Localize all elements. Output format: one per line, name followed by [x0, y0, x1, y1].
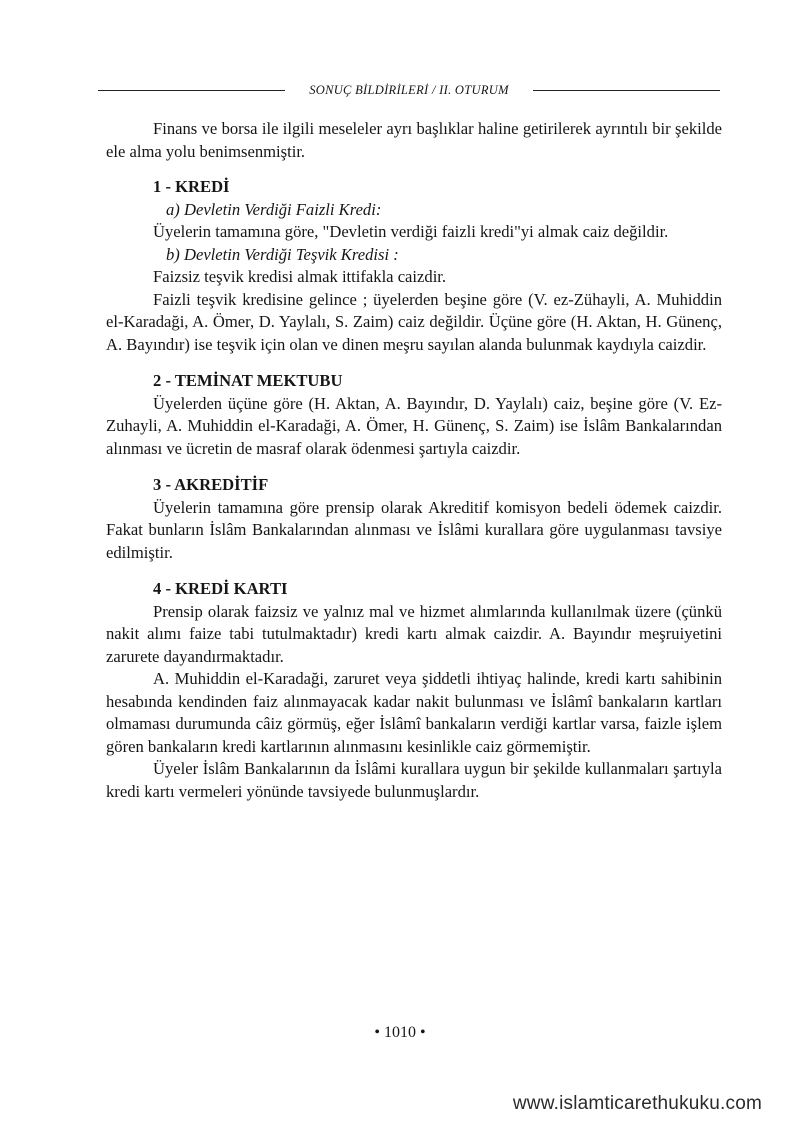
- subheading-tesvik-kredisi: b) Devletin Verdiği Teşvik Kredisi :: [166, 244, 399, 264]
- section-heading-teminat: 2 - TEMİNAT MEKTUBU: [153, 371, 343, 390]
- page-number: • 1010 •: [374, 1024, 426, 1041]
- header-rule-right: [533, 90, 720, 91]
- paragraph-kart-1: Prensip olarak faizsiz ve yalnız mal ve hizmet alımlarında kullanılmak üzere (çünkü nakit alımı faize tabi tutulmaktadır) kredi kartı almak caizdir. A. Bayındır meşruiyetini zarurete dayandırmaktadır.: [106, 601, 722, 666]
- paragraph-faizli-kredi: Üyelerin tamamına göre, "Devletin verdiği faizli kredi"yi almak caiz değildir.: [153, 222, 669, 241]
- paragraph-kart-2: A. Muhiddin el-Karadaği, zaruret veya şiddetli ihtiyaç halinde, kredi kartı sahibinin hesabında kendinden faiz alınmayacak kadar nakit bulunması ve İslâmî bankaların kartları olmaması durumunda câiz görmüş, eğer İslâmî bankaların verdiği kartlar varsa, faizle işlem gören bankaların kredi kartlarının alınmasını kesinlikle caiz görmemiştir.: [106, 669, 722, 756]
- intro-paragraph: Finans ve borsa ile ilgili meseleler ayrı başlıklar haline getirilerek ayrıntılı bir şekilde ele alma yolu benimsenmiştir.: [106, 119, 722, 161]
- document-body: [106, 118, 722, 803]
- paragraph-tesvik-2: Faizli teşvik kredisine gelince ; üyelerden beşine göre (V. ez-Zühayli, A. Muhiddin el-Karadaği, A. Ömer, D. Yaylalı, S. Zaim) caiz değildir. Üçüne göre (H. Aktan, H. Günenç, A. Bayındır) ise teşvik için olan ve dinen meşru sayılan alanda bulunmak kaydıyla caizdir.: [106, 289, 722, 354]
- website-watermark: www.islamticarethukuku.com: [512, 1093, 762, 1114]
- section-heading-kredi-karti: 4 - KREDİ KARTI: [153, 579, 288, 598]
- paragraph-akreditif: Üyelerin tamamına göre prensip olarak Akreditif komisyon bedeli ödemek caizdir. Fakat bunların İslâm Bankalarından alınması ve İslâmi kurallara göre uygulanması tavsiye edilmiştir.: [106, 497, 722, 562]
- paragraph-teminat: Üyelerden üçüne göre (H. Aktan, A. Bayındır, D. Yaylalı) caiz, beşine göre (V. Ez-Zuhayli, A. Muhiddin el-Karadaği, A. Ömer, H. Günenç, S. Zaim) ise İslâm Bankalarından alınması ve ücretin de masraf olarak ödenmesi şartıyla caizdir.: [106, 393, 722, 458]
- section-heading-akreditif: 3 - AKREDİTİF: [153, 475, 269, 494]
- running-header: [98, 80, 720, 100]
- paragraph-tesvik-1: Faizsiz teşvik kredisi almak ittifakla caizdir.: [153, 267, 447, 286]
- subheading-faizli-kredi: a) Devletin Verdiği Faizli Kredi:: [166, 199, 382, 219]
- section-heading-kredi: 1 - KREDİ: [153, 177, 230, 196]
- paragraph-kart-3: Üyeler İslâm Bankalarının da İslâmi kurallara uygun bir şekilde kullanmaları şartıyla kredi kartı vermeleri yönünde tavsiyede bulunmuşlardır.: [106, 759, 722, 801]
- header-title: SONUÇ BİLDİRİLERİ / II. OTURUM: [309, 83, 509, 97]
